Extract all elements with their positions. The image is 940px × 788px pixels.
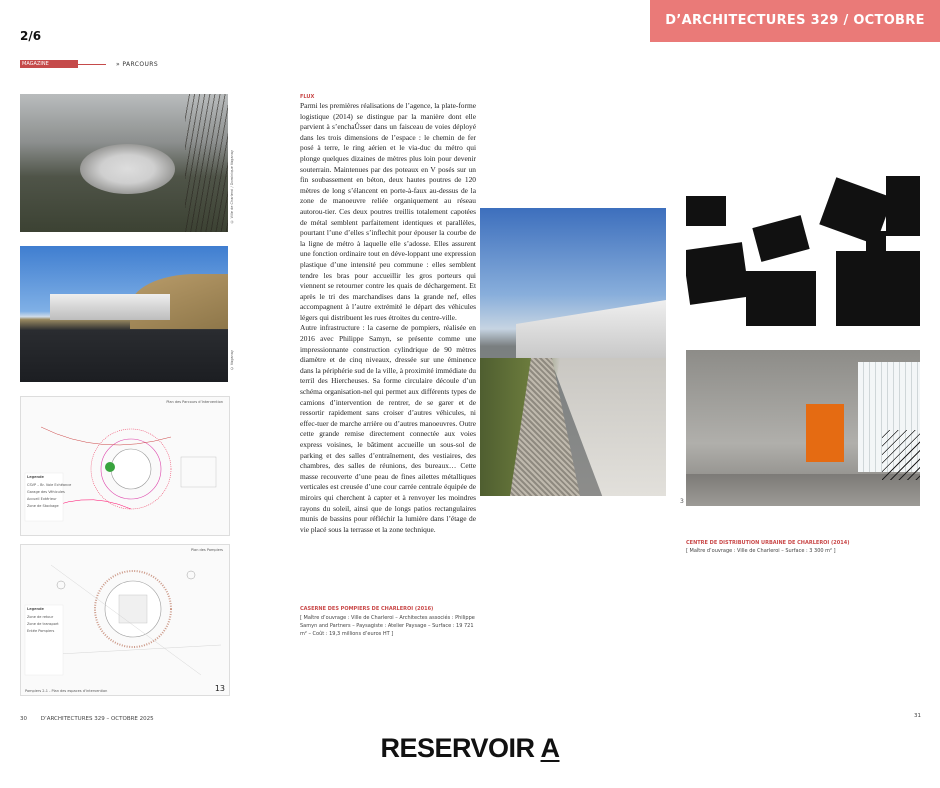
plan2-title: Plan des Pompiers	[190, 548, 223, 552]
figure-number: 3	[680, 498, 684, 505]
caserne-caption-credits: [ Maître d’ouvrage : Ville de Charleroi – Architectes associés : Philippe Samyn and Partners – Paysagiste : Atelier Paysage – Surface : 19 721 m² – Coût : 19,3 millions d’euros HT ]	[300, 615, 475, 637]
fire-station-site-plan	[20, 544, 230, 696]
aerial-photo-fire-station	[20, 94, 228, 232]
site-map	[686, 176, 920, 326]
reservoir-letter: A	[540, 733, 560, 763]
section-divider	[78, 64, 106, 65]
page-number-left: 30	[20, 716, 27, 722]
fire-station-exterior-photo	[20, 246, 228, 382]
plan2-legend-item: Entée Pompiers	[27, 629, 55, 633]
logistics-platform-photo	[480, 208, 666, 496]
plan1-legend-item: Garage des Véhicules	[27, 490, 65, 494]
magazine-banner: D’ARCHITECTURES 329 / OCTOBRE 2025	[650, 0, 940, 42]
centre-caption-title: CENTRE DE DISTRIBUTION URBAINE DE CHARLEROI (2014)	[686, 540, 850, 546]
plan2-legend-item: Zone de transport	[27, 622, 59, 626]
article-body	[300, 101, 476, 535]
intervention-plan	[20, 396, 230, 536]
interior-photo-garage	[686, 350, 920, 506]
footer-left	[20, 716, 154, 722]
building-facade	[50, 294, 170, 320]
magazine-section-tag: MAGAZINE	[20, 60, 78, 68]
plan1-legend-title: Legende	[27, 475, 44, 479]
centre-caption-credits: [ Maître d’ouvrage : Ville de Charleroi – Surface : 3 300 m² ]	[686, 548, 836, 554]
reservoir-wordmark: RESERVOIR	[380, 733, 541, 763]
plan1-legend-item: Zone de Stockage	[27, 504, 59, 508]
reservoir-a-logo	[0, 733, 940, 764]
plan1-legend-item: Accueil Extérieur	[27, 497, 57, 501]
fire-station-ring	[80, 144, 175, 194]
article-heading: FLUX	[300, 94, 315, 100]
plan2-legend-item: Zone de retour	[27, 615, 54, 619]
article-paragraph: Parmi les premières réalisations de l’agence, la plate-forme logistique (2014) se distingue par la manière dont elle parvient à s’enchaÛsser dans un faisceau de voies déployé dans les trois dimensions de l’espace : le chemin de fer posé à terre, le ring aérien et le via-duc du métro qui plonge quelques dizaines de mètres plus loin pour devenir souterrain. Maintenues par des poteaux en V posés sur un fin soubassement en béton, deux hautes poutres de 120 mètres de long s’élancent en porte-à-faux au-dessus de la zone de manoeuvre reliée organiquement au réseau autorou-tier. Ces deux poutres treillis totalement capotées de métal semblent parfaitement identiques et parallèles, pourtant l’une d’elles s’inflechit pour épouser la courbe de la ligne de métro à laquelle elle s’adosse. Elles assurent une fonction ordinaire tout en déve-loppant une expression plastique d’une intensité peu commune : elles semblent tendre les bras pour accueillir les gros porteurs qui viennent se retourner contre les quais de déchargement. Et après le tri des marchandises dans la grande nef, elles accompagnent à l’autre extrémité le départ des véhicules légers qui distribuent les rues étroites du centre-ville.	[300, 101, 476, 322]
orange-door	[806, 404, 844, 462]
article-paragraph: Autre infrastructure : la caserne de pompiers, réalisée en 2016 avec Philippe Samyn, se présente comme une impressionnante construction cylindrique de 90 mètres diamètre et de cinq niveaux, dressée sur une éminence dans la périphérie sud de la ville, à proximité immédiate du terril des Hiercheuses. Sa forme circulaire découle d’un schéma organisation-nel qui permet aux différents types de camions d’intervention de rentrer, de se garer et de ressortir rapidement sans croiser d’autres véhicules, ni effec-tuer de marche arrière ou d’autres manoeuvres. Outre cette grande remise directement connectée aux voies express voisines, le bâtiment accueille un sous-sol de parking et des salles d’entraînement, des vestiaires, des chambres, des salles de réunions, des bureaux… Cette masse recouverte d’une peau de fines ailettes métalliques verticales est creusée d’une cour carrée centrale équipée de miroirs qui cherchent à capter et à renvoyer les moindres rayons du soleil, ainsi que de longs patios rectangulaires munis de bassins pour réfléchir la lumière dans l’étage de vie placé sous la terrasse et la zone technique.	[300, 323, 476, 534]
plan1-title: Plan des Parcours d’Intervention	[166, 400, 223, 404]
footer-publication: D’ARCHITECTURES 329 – OCTOBRE 2025	[40, 716, 154, 722]
plan2-drawing	[21, 545, 229, 695]
plan2-footer: Pompiers 2-1 - Plan des espaces d’intervention	[25, 689, 108, 693]
foreground-tree	[185, 94, 228, 232]
plan-number: 13	[214, 684, 225, 693]
staircase	[882, 430, 920, 480]
aerial-photo-credit: © Ville de Charleroi / Dominique Vaganay	[230, 150, 234, 224]
section-parcours: » PARCOURS	[116, 61, 159, 68]
plan2-legend-title: Legende	[27, 607, 44, 611]
caserne-caption-title: CASERNE DES POMPIERS DE CHARLEROI (2016)	[300, 606, 434, 612]
plan1-legend-item: CSVP – Br. Voie Echéance	[27, 483, 72, 487]
plan1-drawing	[21, 397, 229, 535]
building-photo-credit: © Vaganay	[230, 350, 234, 371]
cantilevered-beam	[516, 300, 666, 360]
page-count: 2/6	[20, 29, 42, 43]
page-number-right: 31	[914, 713, 921, 719]
